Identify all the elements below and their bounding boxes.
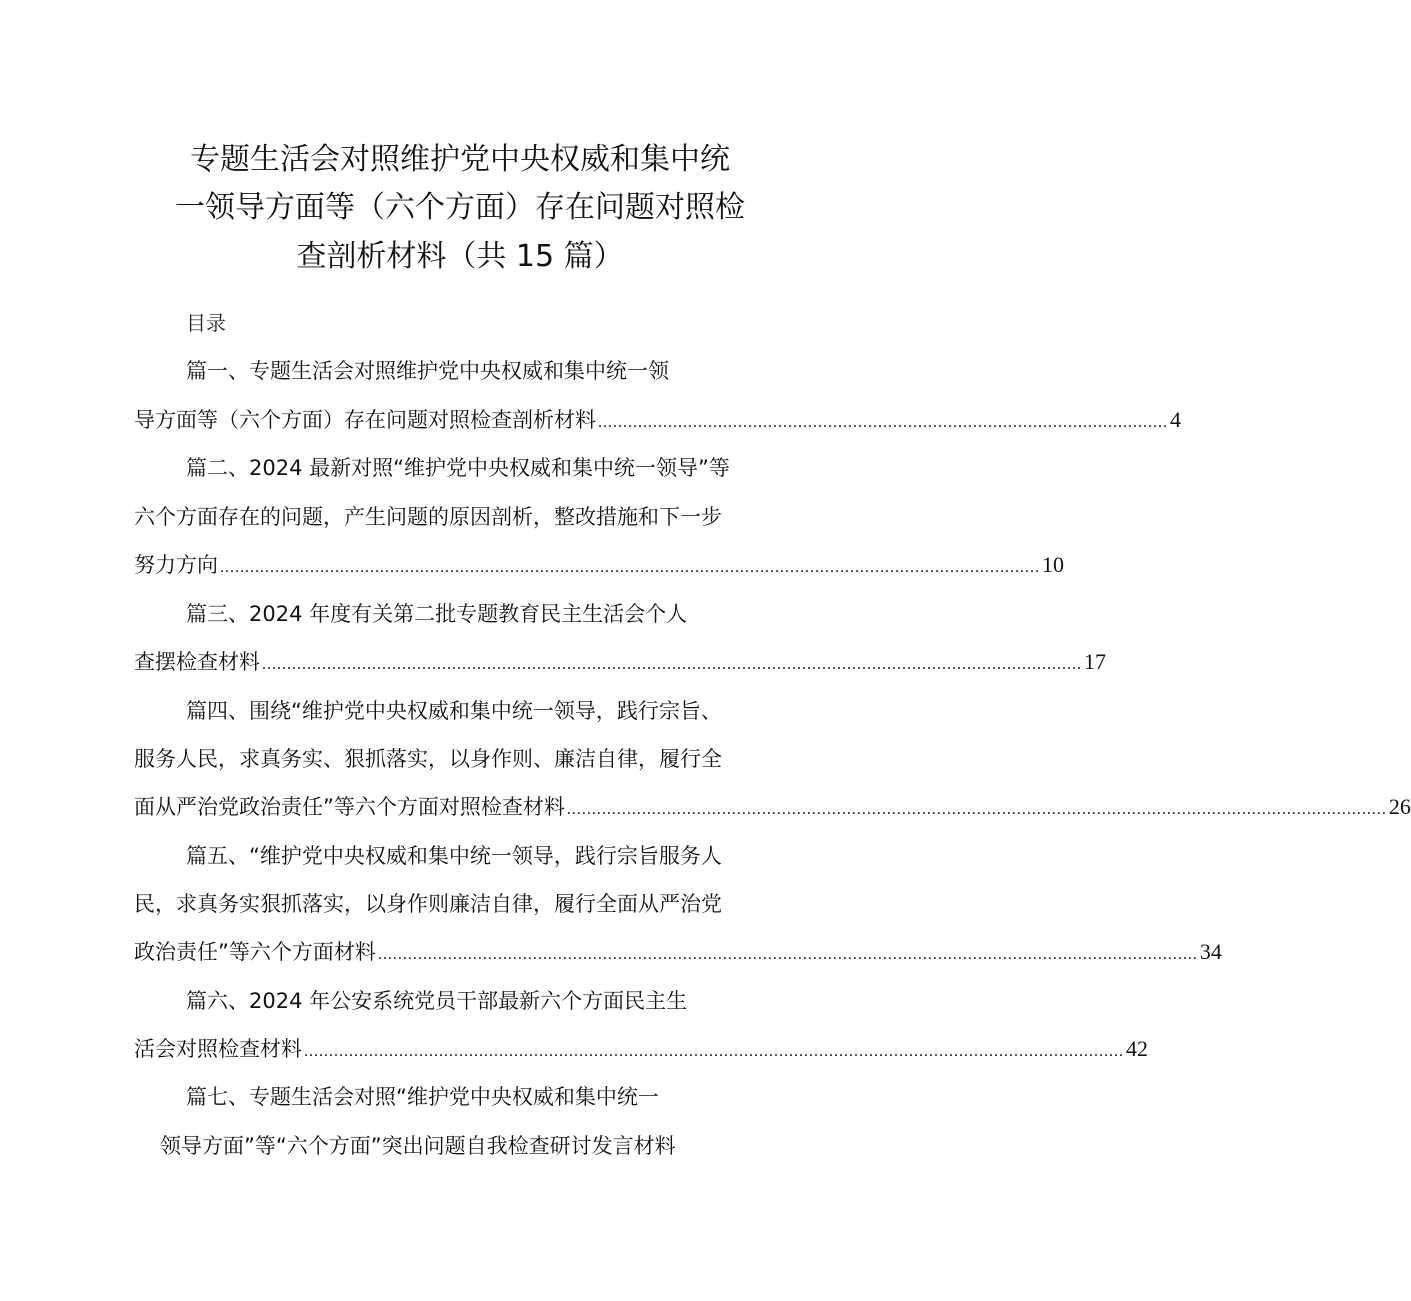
leader-dots: ....................................................................................................................................................................	[304, 1043, 1124, 1060]
toc-entry-5-line-1[interactable]: 篇五、“维护党中央权威和集中统一领导，践行宗旨服务人	[186, 844, 722, 868]
toc-entry-7-line-1[interactable]: 篇七、专题生活会对照“维护党中央权威和集中统一	[186, 1085, 659, 1109]
toc-entry-4-line-2[interactable]: 服务人民，求真务实、狠抓落实，以身作则、廉洁自律，履行全	[134, 747, 722, 771]
toc-entry-text: 活会对照检查材料	[134, 1037, 302, 1061]
toc-entry-5-line-2[interactable]: 民，求真务实狠抓落实，以身作则廉洁自律，履行全面从严治党	[134, 892, 722, 916]
toc-page-number: 4	[1170, 407, 1181, 432]
toc-entry-text: 努力方向	[134, 553, 218, 577]
leader-dots: ....................................................................................................................................................................	[262, 656, 1082, 673]
toc-entry-3-line-2[interactable]	[134, 647, 1106, 680]
toc-entry-4-line-3[interactable]	[134, 792, 1411, 825]
toc-page-number: 17	[1084, 649, 1106, 674]
document-title-line-2: 一领导方面等（六个方面）存在问题对照检	[175, 190, 745, 225]
toc-entry-7-line-2[interactable]: 领导方面”等“六个方面”突出问题自我检查研讨发言材料	[160, 1134, 676, 1158]
toc-heading: 目录	[186, 311, 226, 335]
toc-entry-text: 面从严治党政治责任”等六个方面对照检查材料	[134, 795, 565, 819]
toc-entry-6-line-1[interactable]: 篇六、2024 年公安系统党员干部最新六个方面民主生	[186, 989, 688, 1013]
toc-entry-1-line-1[interactable]: 篇一、专题生活会对照维护党中央权威和集中统一领	[186, 359, 669, 383]
toc-page-number: 10	[1042, 552, 1064, 577]
toc-entry-5-line-3[interactable]	[134, 937, 1222, 970]
leader-dots: ....................................................................................................................................................................	[377, 946, 1198, 963]
toc-entry-4-line-1[interactable]: 篇四、围绕“维护党中央权威和集中统一领导，践行宗旨、	[186, 699, 722, 723]
leader-dots: ....................................................................................................................................................................	[566, 801, 1387, 818]
toc-entry-3-line-1[interactable]: 篇三、2024 年度有关第二批专题教育民主生活会个人	[186, 602, 688, 626]
toc-entry-text: 导方面等（六个方面）存在问题对照检查剖析材料	[134, 408, 596, 432]
leader-dots: ..................................................................................................................	[598, 414, 1168, 431]
leader-dots: ....................................................................................................................................................................	[220, 559, 1040, 576]
toc-entry-2-line-3[interactable]	[134, 550, 1064, 583]
toc-page-number: 42	[1126, 1036, 1148, 1061]
toc-entry-text: 政治责任”等六个方面材料	[134, 940, 376, 964]
document-title-line-3: 查剖析材料（共 15 篇）	[296, 239, 624, 274]
document-title-line-1: 专题生活会对照维护党中央权威和集中统	[190, 142, 730, 177]
toc-entry-1-line-2[interactable]	[134, 405, 1181, 438]
toc-entry-2-line-1[interactable]: 篇二、2024 最新对照“维护党中央权威和集中统一领导”等	[186, 456, 730, 480]
toc-entry-6-line-2[interactable]	[134, 1034, 1148, 1067]
toc-entry-text: 查摆检查材料	[134, 650, 260, 674]
toc-page-number: 34	[1199, 939, 1222, 964]
toc-entry-2-line-2[interactable]: 六个方面存在的问题，产生问题的原因剖析，整改措施和下一步	[134, 505, 722, 529]
toc-page-number: 26	[1388, 794, 1411, 819]
